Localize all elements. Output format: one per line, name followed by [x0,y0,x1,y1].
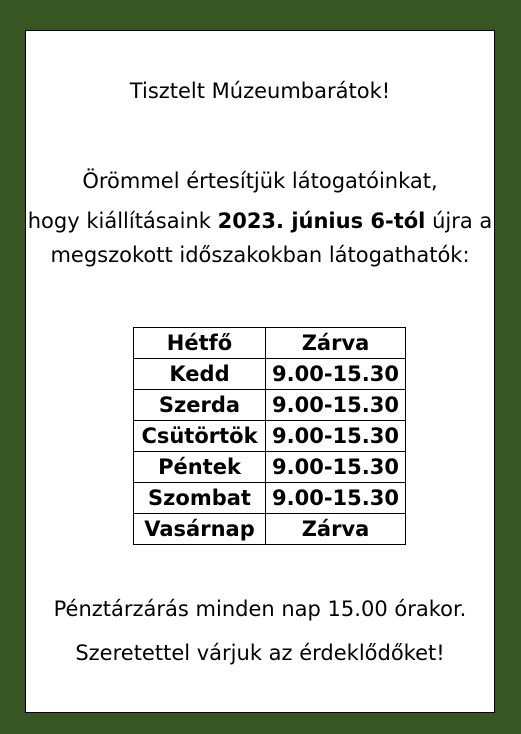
day-cell: Csütörtök [134,421,266,452]
day-cell: Szombat [134,483,266,514]
hours-cell: 9.00-15.30 [266,390,406,421]
day-cell: Hétfő [134,328,266,359]
table-row [134,390,406,421]
table-row [134,359,406,390]
table-row [134,483,406,514]
hours-cell: 9.00-15.30 [266,359,406,390]
hours-cell: 9.00-15.30 [266,483,406,514]
table-row [134,452,406,483]
day-cell: Szerda [134,390,266,421]
table-row [134,514,406,545]
hours-cell: 9.00-15.30 [266,421,406,452]
notice-page [25,30,495,713]
ticket-office-closing-note: Pénztárzárás minden nap 15.00 órakor. [53,597,467,621]
intro-line-1: Örömmel értesítjük látogatóinkat, [82,169,438,193]
hours-cell: Zárva [266,328,406,359]
table-row [134,421,406,452]
intro-line-2-end: újra a [425,209,493,233]
day-cell: Vasárnap [134,514,266,545]
farewell-line: Szeretettel várjuk az érdeklődőket! [75,641,445,665]
hours-cell: 9.00-15.30 [266,452,406,483]
reopening-date: 2023. június 6-tól [217,209,426,233]
opening-hours-table [133,327,406,545]
intro-line-3: megszokott időszakokban látogathatók: [50,243,470,267]
intro-line-2-start: hogy kiállításaink [27,209,218,233]
day-cell: Kedd [134,359,266,390]
table-row [134,328,406,359]
greeting: Tisztelt Múzeumbarátok! [129,79,391,103]
intro-line-2 [26,209,494,233]
day-cell: Péntek [134,452,266,483]
hours-cell: Zárva [266,514,406,545]
